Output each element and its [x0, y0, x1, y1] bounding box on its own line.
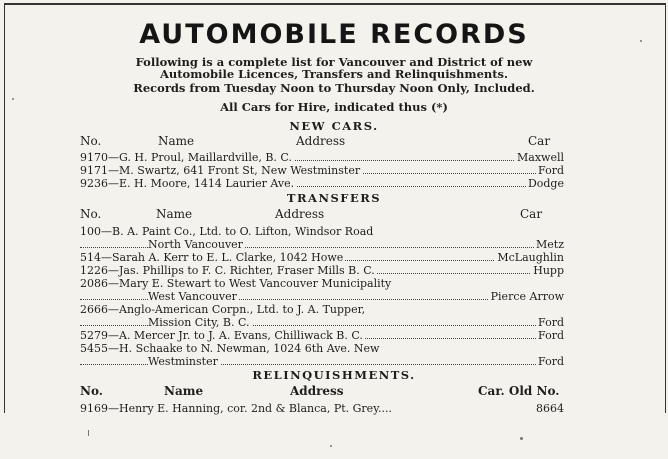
hire-note: All Cars for Hire, indicated thus (*) [220, 100, 448, 114]
new-cars-col-no: No. [80, 134, 102, 148]
transfer-line [80, 225, 564, 238]
transfer-entry: 514—Sarah A. Kerr to E. L. Clarke, 1042 Howe [80, 251, 344, 264]
transfer-line [80, 316, 564, 329]
transfer-line [80, 329, 564, 342]
new-cars-col-car: Car [528, 134, 551, 148]
paper-speck [12, 98, 14, 100]
transfer-line [80, 264, 564, 277]
relinquishment-entry: 9169—Henry E. Hanning, cor. 2nd & Blanca, Pt. Grey.... [80, 402, 392, 415]
new-car-entry: 9236—E. H. Moore, 1414 Laurier Ave. [80, 177, 295, 190]
intro-line-1: Following is a complete list for Vancouver and District of new [135, 55, 533, 69]
transfer-line [80, 290, 564, 303]
transfer-entry: 2666—Anglo-American Corpn., Ltd. to J. A. Tupper, [80, 303, 366, 316]
paper-speck [330, 445, 332, 447]
relinquishment-row [80, 402, 564, 415]
paper-speck [88, 430, 89, 436]
relinq-col-address: Address [290, 384, 344, 398]
new-cars-col-address: Address [296, 134, 346, 148]
transfer-car: Ford [538, 329, 564, 342]
transfer-car: Ford [538, 316, 564, 329]
new-cars-heading: NEW CARS. [289, 119, 379, 133]
transfers-heading: TRANSFERS [286, 191, 382, 205]
transfers-col-address: Address [275, 207, 325, 221]
transfer-entry: 2086—Mary E. Stewart to West Vancouver Municipality [80, 277, 392, 290]
relinq-col-car-old-no: Car. Old No. [478, 384, 560, 398]
new-car-row [80, 151, 564, 164]
transfer-car: Ford [538, 355, 564, 368]
transfer-car: Metz [536, 238, 564, 251]
transfer-line [80, 342, 564, 355]
new-car-make: Maxwell [517, 151, 564, 164]
transfer-line [80, 355, 564, 368]
transfer-entry: Westminster [148, 355, 218, 368]
transfer-car: McLaughlin [497, 251, 564, 264]
new-car-entry: 9171—M. Swartz, 641 Front St, New Westminster [80, 164, 361, 177]
transfer-entry: 1226—Jas. Phillips to F. C. Richter, Fraser Mills B. C. [80, 264, 375, 277]
transfers-col-car: Car [520, 207, 543, 221]
transfer-entry: North Vancouver [148, 238, 243, 251]
transfers-col-no: No. [80, 207, 102, 221]
transfer-line [80, 303, 564, 316]
new-car-entry: 9170—G. H. Proul, Maillardville, B. C. [80, 151, 292, 164]
paper-speck [640, 40, 642, 42]
new-car-make: Ford [538, 164, 564, 177]
transfer-entry: 5279—A. Mercer Jr. to J. A. Evans, Chilliwack B. C. [80, 329, 363, 342]
paper-speck [520, 437, 523, 440]
new-car-row [80, 177, 564, 190]
relinq-col-no: No. [80, 384, 103, 398]
page-title: AUTOMOBILE RECORDS [139, 19, 529, 50]
relinquishments-heading: RELINQUISHMENTS. [252, 368, 416, 382]
transfer-car: Pierce Arrow [490, 290, 564, 303]
new-car-make: Dodge [527, 177, 564, 190]
new-cars-col-name: Name [158, 134, 195, 148]
transfer-line [80, 251, 564, 264]
transfer-entry: West Vancouver [148, 290, 237, 303]
relinq-col-name: Name [164, 384, 204, 398]
transfer-line [80, 238, 564, 251]
transfer-car: Hupp [533, 264, 564, 277]
intro-line-3: Records from Tuesday Noon to Thursday Noon Only, Included. [133, 81, 535, 95]
transfer-entry: 100—B. A. Paint Co., Ltd. to O. Lifton, Windsor Road [80, 225, 374, 238]
intro-line-2: Automobile Licences, Transfers and Relinquishments. [159, 67, 509, 81]
new-car-row [80, 164, 564, 177]
transfer-entry: 5455—H. Schaake to N. Newman, 1024 6th Ave. New [80, 342, 380, 355]
relinquishment-old-no: 8664 [536, 402, 564, 415]
transfer-entry: Mission City, B. C. [148, 316, 250, 329]
transfers-col-name: Name [156, 207, 193, 221]
transfer-line [80, 277, 564, 290]
